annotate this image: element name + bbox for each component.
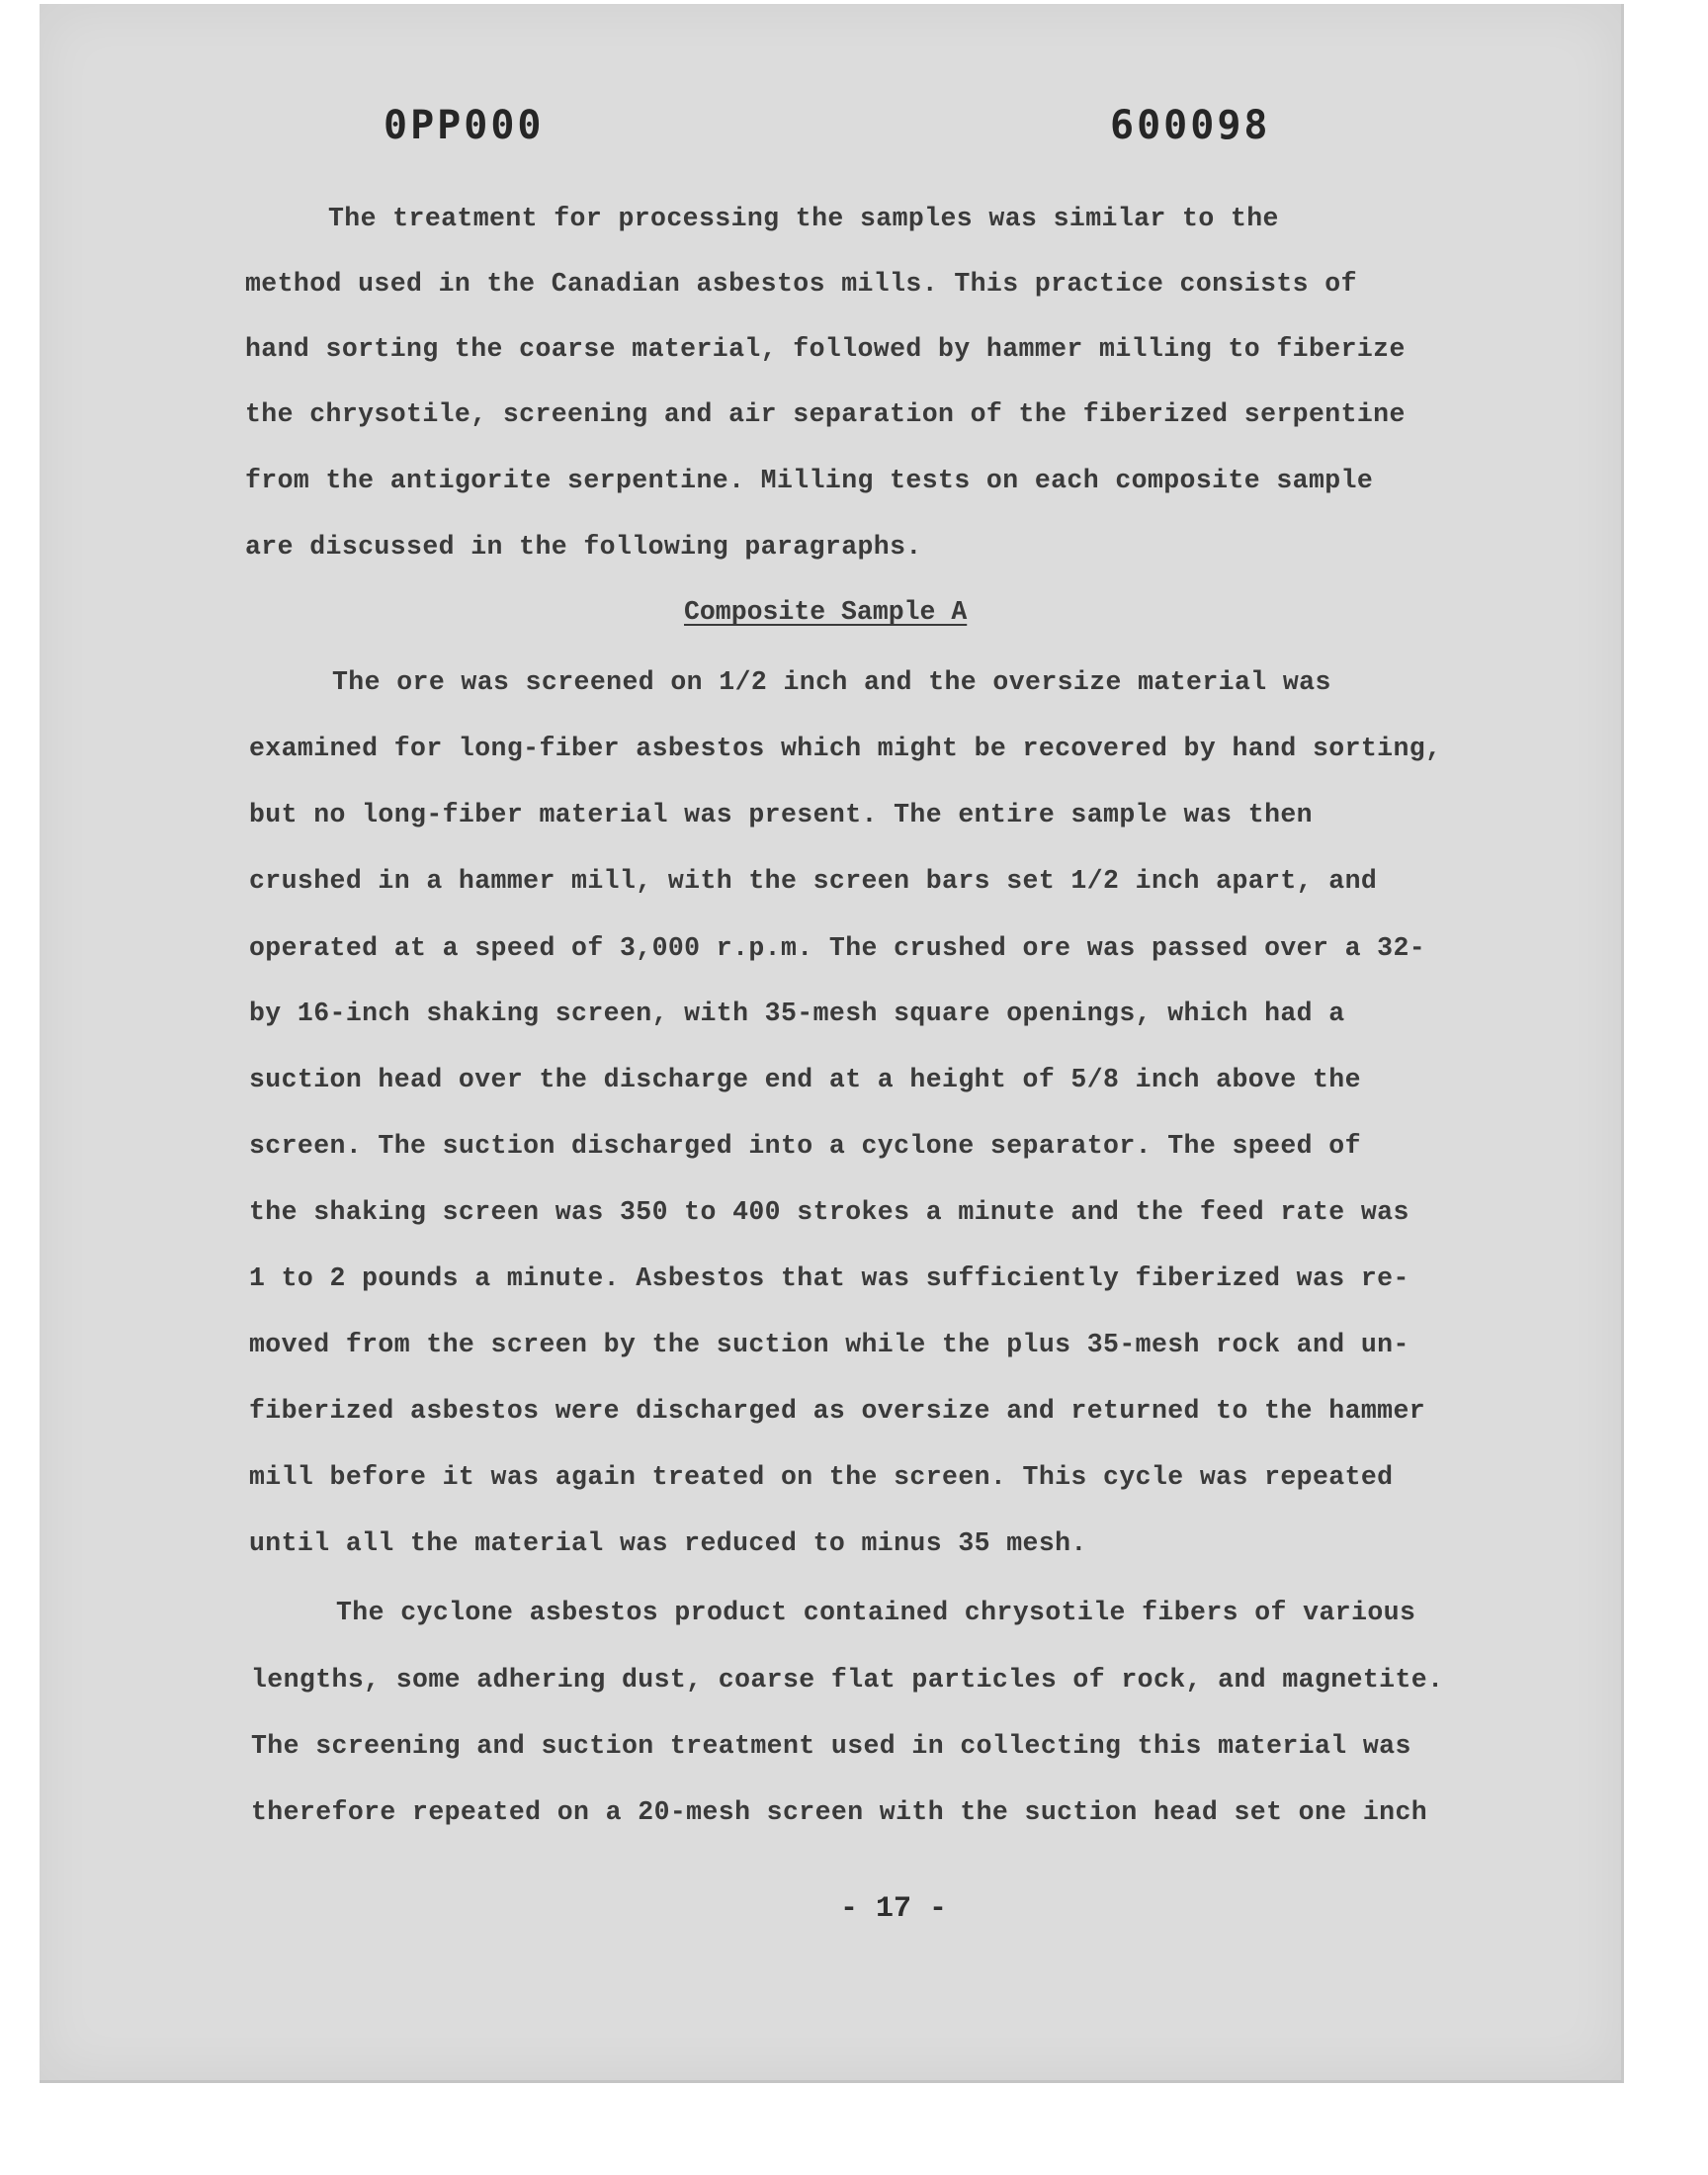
section-body-line: crushed in a hammer mill, with the screen bars set 1/2 inch apart, and [249, 866, 1378, 896]
section-body-line: by 16-inch shaking screen, with 35-mesh square openings, which had a [249, 999, 1345, 1028]
paragraph-line: the chrysotile, screening and air separation of the fiberized serpentine [245, 399, 1406, 429]
section-body-line: The screening and suction treatment used in collecting this material was [251, 1731, 1411, 1761]
section-body-line: operated at a speed of 3,000 r.p.m. The crushed ore was passed over a 32- [249, 933, 1426, 963]
paragraph-line: hand sorting the coarse material, followed by hammer milling to fiberize [245, 334, 1406, 364]
section-body-line: lengths, some adhering dust, coarse flat particles of rock, and magnetite. [251, 1665, 1444, 1695]
paragraph-line: method used in the Canadian asbestos mills. This practice consists of [245, 269, 1357, 299]
section-body-line: therefore repeated on a 20-mesh screen with the suction head set one inch [251, 1797, 1428, 1827]
section-body-line: mill before it was again treated on the screen. This cycle was repeated [249, 1462, 1394, 1492]
paragraph-line: are discussed in the following paragraphs. [245, 532, 922, 562]
section-heading: Composite Sample A [684, 597, 968, 627]
paragraph-line: The treatment for processing the samples was similar to the [328, 204, 1279, 233]
section-body-line: fiberized asbestos were discharged as oversize and returned to the hammer [249, 1396, 1426, 1426]
section-body-line: examined for long-fiber asbestos which might be recovered by hand sorting, [249, 734, 1442, 763]
section-body-line: until all the material was reduced to minus 35 mesh. [249, 1528, 1087, 1558]
document-number-right: 600098 [1110, 103, 1271, 148]
document-page [40, 4, 1624, 2083]
paragraph-line: from the antigorite serpentine. Milling tests on each composite sample [245, 466, 1374, 495]
section-body-line: the shaking screen was 350 to 400 strokes a minute and the feed rate was [249, 1197, 1409, 1227]
section-body-line: screen. The suction discharged into a cyclone separator. The speed of [249, 1131, 1361, 1161]
page-number: - 17 - [840, 1892, 948, 1926]
section-body-line: The cyclone asbestos product contained chrysotile fibers of various [336, 1598, 1416, 1627]
section-body-line: The ore was screened on 1/2 inch and the oversize material was [332, 667, 1331, 697]
section-body-line: suction head over the discharge end at a height of 5/8 inch above the [249, 1065, 1361, 1094]
section-body-line: but no long-fiber material was present. The entire sample was then [249, 800, 1313, 829]
section-body-line: 1 to 2 pounds a minute. Asbestos that was sufficiently fiberized was re- [249, 1263, 1409, 1293]
document-number-left: 0PP000 [384, 103, 545, 148]
section-body-line: moved from the screen by the suction while the plus 35-mesh rock and un- [249, 1330, 1409, 1359]
